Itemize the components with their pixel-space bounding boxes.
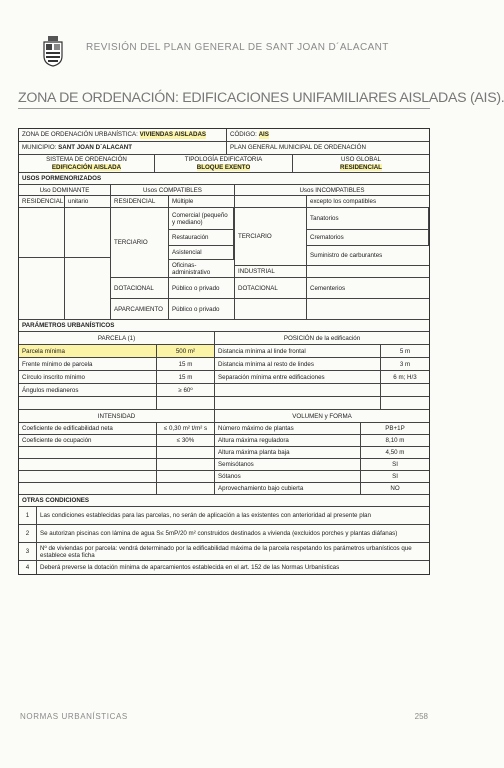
bajo-cubierta-label: Aprovechamiento bajo cubierta [215,483,361,494]
incompatible-dotacional: DOTACIONAL [235,278,307,298]
compatible-dotacional-value: Público o privado [172,284,220,292]
separacion-label: Separación mínima entre edificaciones [215,371,381,383]
zone-title: ZONA DE ORDENACIÓN: EDIFICACIONES UNIFAMILIARES AISLADAS (AIS). [18,90,430,109]
semisotanos-label: Semisótanos [215,459,361,470]
plantas-label: Número máximo de plantas [215,423,361,434]
parcela-header: PARCELA (1) [19,332,215,344]
incompatible-excepto: excepto los compatibles [310,198,377,206]
semisotanos-value: SI [392,461,398,469]
uso-global-cell [293,155,429,172]
footer-section-name: NORMAS URBANÍSTICAS [20,712,128,721]
condition-text: Deberá preverse la dotación mínima de aparcamientos establecida en el art. 152 de las Normas Urbanísticas [40,564,340,572]
incompatible-terciario: TERCIARIO [235,208,307,265]
plantas-value: PB+1P [385,425,405,433]
parcela-minima-value: 500 m² [157,345,215,357]
incompatible-suministro: Suministro de carburantes [310,252,383,260]
compatible-comercial: Comercial (pequeño y mediano) [169,208,234,230]
incompatible-industrial: INDUSTRIAL [235,266,307,277]
uso-global-label: USO GLOBAL [341,156,381,164]
codigo-value: AIS [258,131,269,139]
intensidad-header: INTENSIDAD [19,410,215,422]
altura-reguladora-value: 8,10 m [385,437,405,445]
condition-text: Se autorizan piscinas con lámina de agua S≤ 5mP/20 m² construidos destinados a vivienda (excluidos porches y plantas diáfanas) [40,530,398,538]
resto-lindes-value: 3 m [399,360,411,368]
compatible-residencial: RESIDENCIAL [111,196,169,207]
usos-section-title: USOS PORMENORIZADOS [19,173,429,185]
usos-incompatibles-header: Usos INCOMPATIBLES [299,186,365,194]
frente-minimo-value: 15 m [157,358,215,370]
dominante-unitario: unitario [68,198,89,206]
resto-lindes-label: Distancia mínima al resto de lindes [215,358,381,370]
condition-number: 1 [19,507,37,524]
sotanos-label: Sótanos [215,471,361,482]
condition-text: Las condiciones establecidas para las parcelas, no serán de aplicación a las existentes con anterioridad al presente plan [40,512,371,520]
condition-number: 3 [19,543,37,560]
compatible-aparcamiento: APARCAMIENTO [111,299,169,319]
page-number: 258 [414,712,428,721]
incompatible-crematorios: Crematorios [307,230,429,246]
codigo-cell [227,129,429,141]
compatible-restauracion: Restauración [169,230,234,246]
codigo-label: CÓDIGO: [230,131,257,139]
linde-frontal-value: 5 m [399,347,411,355]
condition-number: 4 [19,561,37,574]
incompatible-cementerios: Cementerios [310,284,346,292]
altura-planta-baja-value: 4,50 m [385,449,405,457]
incompatible-tanatorios: Tanatorios [307,208,429,230]
compatible-asistencial: Asistencial [169,246,234,260]
separacion-value: 6 m; H/3 [393,373,417,381]
bajo-cubierta-value: NO [390,485,400,493]
condition-text: Nº de viviendas por parcela: vendrá determinado por la edificabilidad máxima de la parcela respetando los parámetros urbanísticos que establece esta ficha [40,544,412,559]
frente-minimo-label: Frente mínimo de parcela [19,358,157,370]
compatible-aparcamiento-value: Público o privado [172,305,220,313]
zona-label: ZONA DE ORDENACIÓN URBANÍSTICA: [22,131,138,139]
compatible-dotacional: DOTACIONAL [111,278,169,298]
tipologia-label: TIPOLOGÍA EDIFICATORIA [184,156,263,164]
document-header-title: REVISIÓN DEL PLAN GENERAL DE SANT JOAN D´ALACANT [86,42,389,53]
compatible-oficinas: Oficinas-administrativo [172,261,211,276]
otras-section-title: OTRAS CONDICIONES [19,495,429,507]
circulo-inscrito-value: 15 m [157,371,215,383]
altura-reguladora-label: Altura máxima reguladora [215,435,361,446]
angulos-value: ≥ 60º [157,384,215,396]
zoning-sheet-table [18,128,430,575]
dominante-residencial: RESIDENCIAL [19,196,65,207]
compatible-multiple: Múltiple [172,198,194,206]
parcela-minima-label: Parcela mínima [19,345,157,357]
sistema-cell [19,155,155,172]
circulo-inscrito-label: Círculo inscrito mínimo [19,371,157,383]
edificabilidad-value: ≤ 0,30 m² t/m² s [157,423,215,434]
parametros-section-title: PARÁMETROS URBANÍSTICOS [19,320,429,332]
municipio-label: MUNICIPIO: [22,144,57,152]
municipio-value: SANT JOAN D´ALACANT [58,144,133,152]
compatible-terciario: TERCIARIO [111,208,169,277]
altura-planta-baja-label: Altura máxima planta baja [215,447,361,458]
tipologia-value: BLOQUE EXENTO [196,163,251,171]
municipio-cell [19,142,227,154]
tipologia-cell [155,155,293,172]
uso-global-value: RESIDENCIAL [340,163,382,171]
angulos-label: Ángulos medianeros [19,384,157,396]
sotanos-value: SI [392,473,398,481]
zona-cell [19,129,227,141]
condition-number: 2 [19,525,37,542]
uso-dominante-header: Uso DOMINANTE [19,185,111,195]
usos-compatibles-header: Usos COMPATIBLES [111,185,235,195]
linde-frontal-label: Distancia mínima al linde frontal [215,345,381,357]
volumen-header: VOLUMEN y FORMA [292,412,352,420]
ocupacion-value: ≤ 30% [157,435,215,446]
posicion-header: POSICIÓN de la edificación [283,334,361,342]
zona-value: VIVIENDAS AISLADAS [139,131,207,139]
ocupacion-label: Coeficiente de ocupación [19,435,157,446]
sistema-value: EDIFICACIÓN AISLADA [51,163,122,171]
edificabilidad-label: Coeficiente de edificabilidad neta [19,423,157,434]
plan-cell: PLAN GENERAL MUNICIPAL DE ORDENACIÓN [230,144,366,152]
municipal-crest-icon [42,36,64,66]
sistema-label: SISTEMA DE ORDENACIÓN [46,156,127,164]
